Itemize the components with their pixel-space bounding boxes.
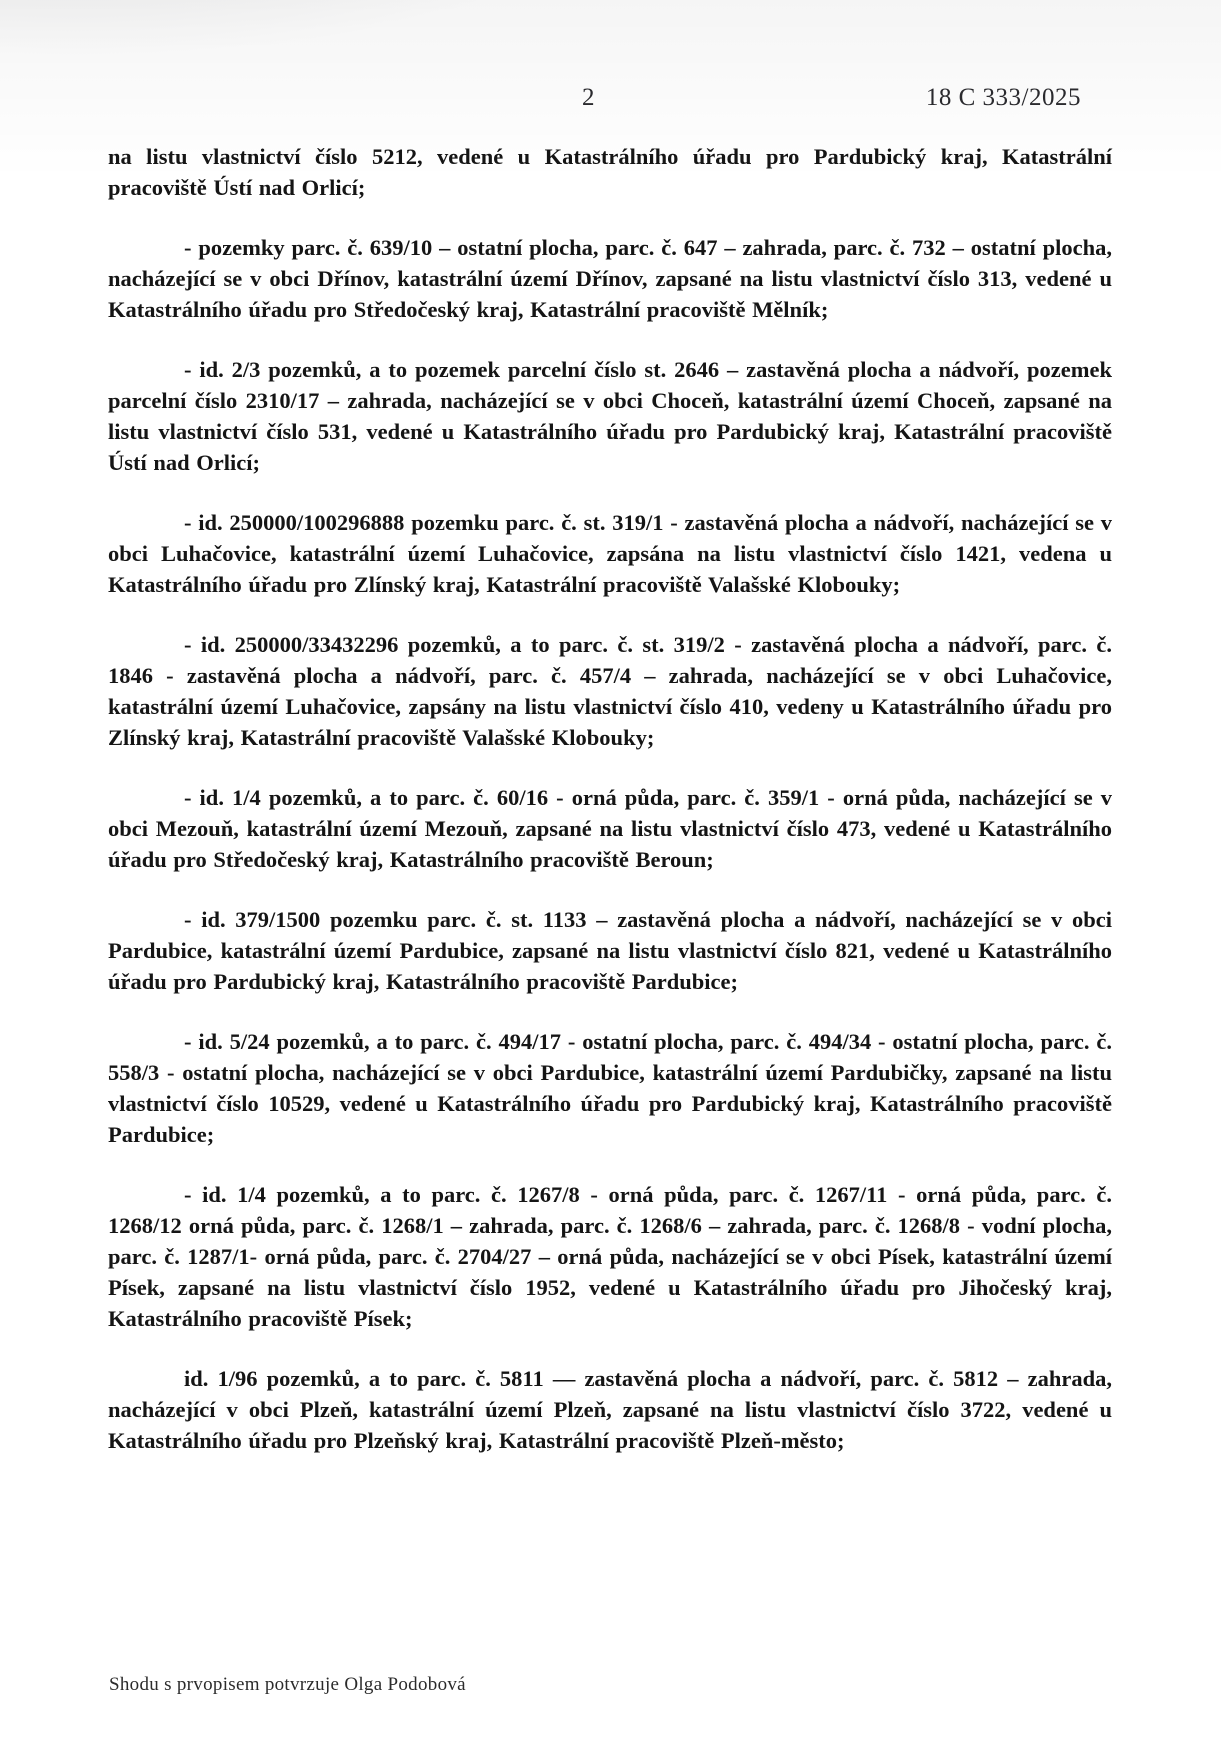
paragraph-9: - id. 1/4 pozemků, a to parc. č. 1267/8 - orná půda, parc. č. 1267/11 - orná půda, parc. č. 1268/12 orná půda, parc. č. 1268/1 – zahrada, parc. č. 1268/6 – zahrada, parc. č. 1268/8 - vodní plocha, parc. č. 1287/1- orná půda, parc. č. 2704/27 – orná půda, nacházející se v obci Písek, katastrální území Písek, zapsané na listu vlastnictví číslo 1952, vedené u Katastrálního úřadu pro Jihočeský kraj, Katastrálního pracoviště Písek; bbox=[108, 1182, 1112, 1331]
case-number: 18 C 333/2025 bbox=[925, 84, 1081, 111]
paragraph-1: na listu vlastnictví číslo 5212, vedené u Katastrálního úřadu pro Pardubický kraj, Katastrální pracoviště Ústí nad Orlicí; bbox=[108, 144, 1112, 200]
paragraph-7: - id. 379/1500 pozemku parc. č. st. 1133 – zastavěná plocha a nádvoří, nacházející se v obci Pardubice, katastrální území Pardubice, zapsané na listu vlastnictví číslo 821, vedené u Katastrálního úřadu pro Pardubický kraj, Katastrálního pracoviště Pardubice; bbox=[108, 907, 1112, 994]
paragraph-10: id. 1/96 pozemků, a to parc. č. 5811 — zastavěná plocha a nádvoří, parc. č. 5812 – zahrada, nacházející v obci Plzeň, katastrální území Plzeň, zapsané na listu vlastnictví číslo 3722, vedené u Katastrálního úřadu pro Plzeňský kraj, Katastrální pracoviště Plzeň-město; bbox=[108, 1366, 1112, 1453]
paragraph-3: - id. 2/3 pozemků, a to pozemek parcelní číslo st. 2646 – zastavěná plocha a nádvoří, pozemek parcelní číslo 2310/17 – zahrada, nacházející se v obci Choceň, katastrální území Choceň, zapsané na listu vlastnictví číslo 531, vedené u Katastrálního úřadu pro Pardubický kraj, Katastrální pracoviště Ústí nad Orlicí; bbox=[108, 357, 1112, 475]
paragraph-8: - id. 5/24 pozemků, a to parc. č. 494/17 - ostatní plocha, parc. č. 494/34 - ostatní plocha, parc. č. 558/3 - ostatní plocha, nacházející se v obci Pardubice, katastrální území Pardubičky, zapsané na listu vlastnictví číslo 10529, vedené u Katastrálního úřadu pro Pardubický kraj, Katastrálního pracoviště Pardubice; bbox=[108, 1029, 1112, 1147]
paragraph-2: - pozemky parc. č. 639/10 – ostatní plocha, parc. č. 647 – zahrada, parc. č. 732 – ostatní plocha, nacházející se v obci Dřínov, katastrální území Dřínov, zapsané na listu vlastnictví číslo 313, vedené u Katastrálního úřadu pro Středočeský kraj, Katastrální pracoviště Mělník; bbox=[108, 235, 1112, 322]
certification-text: Shodu s prvopisem potvrzuje Olga Podobová bbox=[109, 1674, 466, 1695]
page-header bbox=[0, 84, 1221, 120]
paragraph-4: - id. 250000/100296888 pozemku parc. č. st. 319/1 - zastavěná plocha a nádvoří, nacházející se v obci Luhačovice, katastrální území Luhačovice, zapsána na listu vlastnictví číslo 1421, vedena u Katastrálního úřadu pro Zlínský kraj, Katastrální pracoviště Valašské Klobouky; bbox=[108, 510, 1112, 597]
paragraph-5: - id. 250000/33432296 pozemků, a to parc. č. st. 319/2 - zastavěná plocha a nádvoří, parc. č. 1846 - zastavěná plocha a nádvoří, parc. č. 457/4 – zahrada, nacházející se v obci Luhačovice, katastrální území Luhačovice, zapsány na listu vlastnictví číslo 410, vedeny u Katastrálního úřadu pro Zlínský kraj, Katastrální pracoviště Valašské Klobouky; bbox=[108, 632, 1112, 750]
certification-footer bbox=[109, 1674, 466, 1696]
page-number: 2 bbox=[582, 84, 595, 111]
paragraph-6: - id. 1/4 pozemků, a to parc. č. 60/16 - orná půda, parc. č. 359/1 - orná půda, nacházející se v obci Mezouň, katastrální území Mezouň, zapsané na listu vlastnictví číslo 473, vedené u Katastrálního úřadu pro Středočeský kraj, Katastrálního pracoviště Beroun; bbox=[108, 785, 1112, 872]
document-body bbox=[108, 141, 1112, 1485]
